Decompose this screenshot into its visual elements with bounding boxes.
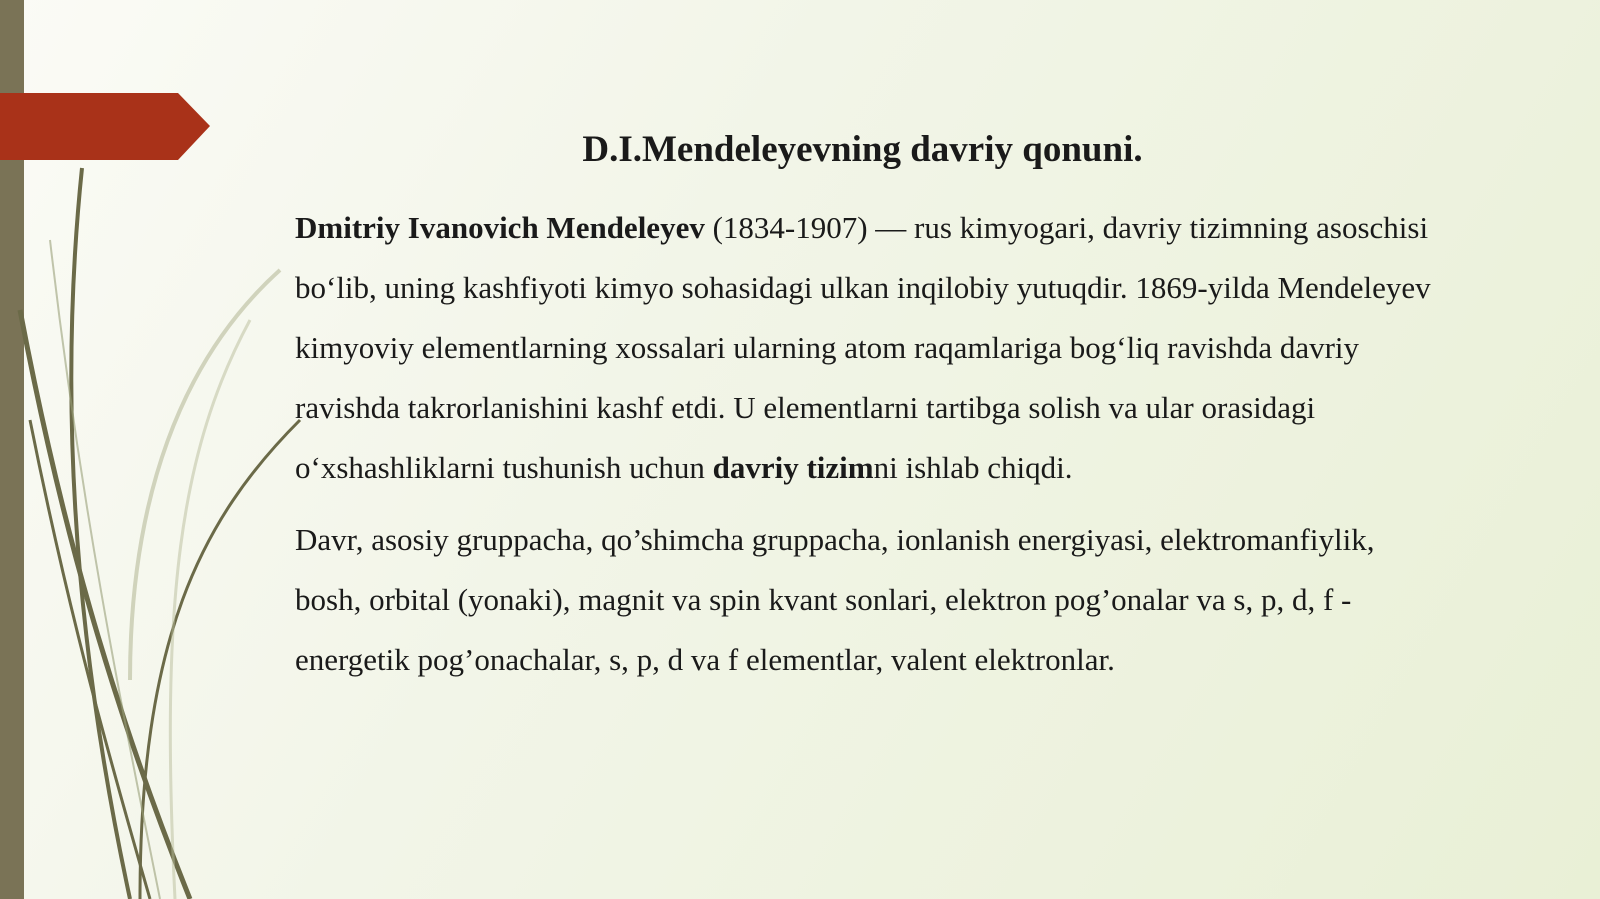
slide-title: D.I.Mendeleyevning davriy qonuni. bbox=[582, 129, 1143, 170]
grass-stem bbox=[71, 168, 130, 899]
grass-stem bbox=[20, 310, 190, 899]
grass-stem bbox=[130, 270, 280, 680]
red-arrow-banner bbox=[0, 93, 210, 160]
decorative-grass-stems bbox=[0, 0, 320, 899]
bold-term: davriy tizim bbox=[712, 450, 874, 485]
bold-name: Dmitriy Ivanovich Mendeleyev bbox=[295, 210, 705, 245]
paragraph-mendeleyev bbox=[295, 198, 1440, 498]
slide-body bbox=[295, 198, 1440, 690]
paragraph-terms: Davr, asosiy gruppacha, qo’shimcha gruppacha, ionlanish energiyasi, elektromanfiylik, bosh, orbital (yonaki), magnit va spin kvant sonlari, elektron pog’onalar va s, p, d, f - energetik pog’onachalar, s, p, d va f elementlar, valent elektronlar. bbox=[295, 522, 1375, 677]
paragraph-text: (1834-1907) — rus kimyogari, davriy tizimning asoschisi bo‘lib, uning kashfiyoti kimyo sohasidagi ulkan inqilobiy yutuqdir. 1869-yilda Mendeleyev kimyoviy elementlarning xossalari ularning atom raqamlariga bog‘liq ravishda davriy ravishda takrorlanishini kashf etdi. U elementlarni tartibga solish va ular orasidagi o‘xshashliklarni tushunish uchun bbox=[295, 210, 1431, 485]
paragraph-text-end: ni ishlab chiqdi. bbox=[873, 450, 1073, 485]
